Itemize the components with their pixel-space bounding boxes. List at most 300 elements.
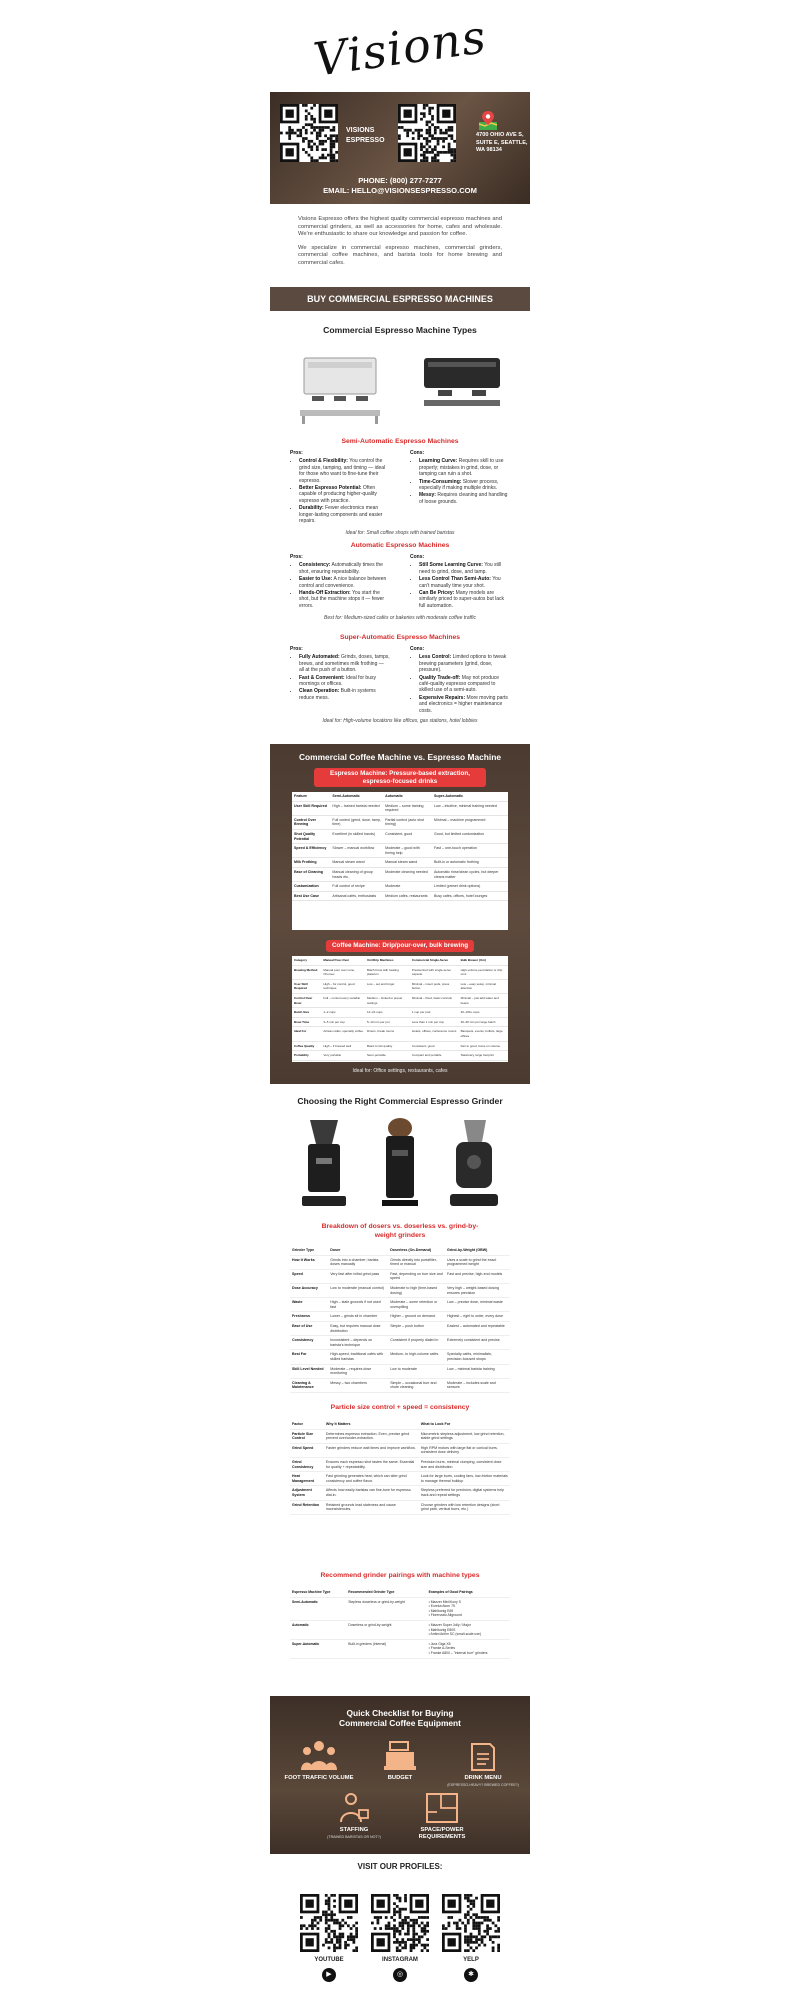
table-cell: 12–24 cups — [365, 1008, 410, 1018]
list-item — [299, 576, 390, 589]
table-cell: Low – intuitive, minimal training needed — [432, 801, 508, 815]
table-cell: Batch Size — [292, 1008, 321, 1018]
list-item — [299, 654, 390, 673]
super-auto-title: Super-Automatic Espresso Machines — [339, 634, 461, 641]
table-cell: Very portable — [321, 1051, 365, 1061]
table-cell: Stepless preferred for precision; digital systems help track and repeat settings — [419, 1486, 510, 1500]
table-cell: Inconsistent – depends on barista's technique — [328, 1336, 388, 1350]
checklist-title — [270, 1708, 530, 1728]
table-row — [290, 1255, 510, 1269]
table-cell: Ease of Cleaning — [292, 867, 330, 881]
table-cell: Grind Retention — [290, 1500, 324, 1514]
list-item-heading: Can Be Pricey: — [419, 590, 455, 597]
table-cell: Excellent (in skilled hands) — [330, 829, 383, 843]
table-cell: Shot Quality Potential — [292, 829, 330, 843]
checklist-budget — [366, 1740, 434, 1782]
table-cell: Moderate – some retention or overspilling — [388, 1298, 445, 1312]
list-item-heading: Messy: — [419, 492, 436, 499]
list-item-text: Grinds, doses, tamps, brews, and sometimes milk frothing — all at the push of a button. — [299, 654, 390, 674]
table-cell: Look for large burrs, cooling fans, low-friction materials to manage thermal buildup — [419, 1472, 510, 1486]
grinder-image-1 — [296, 1118, 352, 1210]
table-cell: Uses a scale to grind the exact programmed weight — [445, 1255, 510, 1269]
checklist-section — [270, 1696, 530, 1854]
list-item-text: Requires cleaning and handling of loose grounds. — [419, 492, 508, 505]
table-row — [292, 829, 508, 843]
list-item — [419, 562, 510, 575]
pros-cons-list — [290, 562, 390, 609]
table-row — [290, 1597, 510, 1620]
auto-pros — [290, 554, 390, 610]
map-pin-icon — [477, 110, 499, 132]
list-item — [299, 505, 390, 524]
list-item — [299, 675, 390, 688]
table-row — [290, 1283, 510, 1297]
table-cell: Basic to fair quality — [365, 1041, 410, 1051]
hero-phone[interactable]: PHONE: (800) 277-7277 — [358, 176, 442, 185]
table-header-row — [292, 956, 508, 965]
list-item — [299, 458, 390, 484]
table-cell: Ideal For — [292, 1027, 321, 1041]
table-cell: Fast grinding generates heat, which can alter grind consistency and coffee flavor. — [324, 1472, 419, 1486]
table-row — [292, 891, 508, 901]
table-cell: Easiest – automated and repeatable — [445, 1321, 510, 1335]
list-item-heading: Easier to Use: — [299, 576, 333, 583]
list-item — [419, 576, 510, 589]
list-item-heading: Less Control: — [419, 654, 452, 661]
table-cell: 30–60 min per large batch — [459, 1017, 508, 1027]
buy-machines-banner[interactable]: BUY COMMERCIAL ESPRESSO MACHINES — [270, 287, 530, 311]
table-cell: Semi-Automatic — [290, 1597, 346, 1620]
table-cell: High – for control, good technique — [321, 979, 365, 993]
comparison-section — [270, 744, 530, 1084]
table-cell: Low to moderate (manual control) — [328, 1283, 388, 1297]
table-cell: Moderate — [383, 882, 432, 892]
qr-code[interactable] — [442, 1894, 500, 1952]
espresso-pill: Espresso Machine: Pressure-based extraction, espresso-focused drinks — [314, 768, 486, 787]
table-cell: Consistent, good — [383, 829, 432, 843]
table-row — [290, 1639, 510, 1658]
table-header: Espresso Machine Type — [290, 1588, 346, 1597]
super-auto-pros-cons — [290, 646, 510, 716]
table-cell: Speed & Efficiency — [292, 844, 330, 858]
table-row — [292, 993, 508, 1007]
list-item-text: Automatically times the shot, ensuring repeatability. — [299, 562, 383, 575]
table-cell: Consistency — [290, 1336, 328, 1350]
list-item-text: Slower process, especially if making multiple drinks. — [419, 478, 499, 492]
table-header: Feature — [292, 792, 330, 801]
table-cell: 1–2 cups — [321, 1008, 365, 1018]
hero-address: 4700 OHIO AVE S, SUITE E, SEATTLE, WA 98134 — [476, 132, 528, 153]
table-row — [290, 1364, 510, 1378]
table-cell: Fast, depending on burr size and speed — [388, 1269, 445, 1283]
super-pros — [290, 646, 390, 702]
checklist-staffing — [314, 1792, 394, 1841]
table-cell: Portability — [292, 1051, 321, 1061]
profile-yelp[interactable] — [442, 1894, 500, 1982]
list-item — [419, 479, 510, 492]
list-item — [419, 458, 510, 477]
table-row — [292, 858, 508, 868]
table-cell: Moderate – requires dose monitoring — [328, 1364, 388, 1378]
table-cell: Semi-portable — [365, 1051, 410, 1061]
table-cell: High – trained barista needed — [330, 801, 383, 815]
pros-cons-list — [410, 654, 510, 714]
people-icon — [301, 1740, 337, 1772]
table-row — [292, 867, 508, 881]
semi-ideal: Ideal for: Small coffee shops with trained baristas — [345, 530, 455, 536]
hero-email[interactable]: EMAIL: HELLO@VISIONSESPRESSO.COM — [323, 186, 477, 195]
grinder-title: Choosing the Right Commercial Espresso Grinder — [297, 1096, 503, 1106]
table-row — [290, 1486, 510, 1500]
instagram-icon[interactable]: ◎ — [393, 1968, 407, 1982]
semi-pros — [290, 450, 390, 525]
list-item — [419, 590, 510, 609]
list-item — [419, 492, 510, 505]
table-cell: Brew Time — [292, 1017, 321, 1027]
table-cell: Particle Size Control — [290, 1429, 324, 1443]
table-cell: Diners, break rooms — [365, 1027, 410, 1041]
list-item-text: You control the grind size, tamping, and timing — ideal for those who want to fine-tune their espresso. — [299, 458, 386, 484]
table-header: Why It Matters — [324, 1420, 419, 1429]
table-cell: Very high – weight-based dosing ensures precision — [445, 1283, 510, 1297]
table-header-row — [290, 1246, 510, 1255]
semi-auto-pros-cons — [290, 450, 510, 525]
table-cell: Medium- to high-volume cafés — [388, 1350, 445, 1364]
list-item-text: Requires skill to use properly; mistakes in grind, dose, or tamping can ruin a shot. — [419, 458, 504, 478]
table-cell: Compact and portable — [410, 1051, 459, 1061]
table-cell: Simple – occasional burr and chute cleaning — [388, 1378, 445, 1392]
profile-label: YELP — [463, 1957, 479, 1963]
table-cell: User Skill Required — [292, 801, 330, 815]
pros-label: Pros: — [290, 450, 303, 456]
table-cell: Medium – limited to preset settings — [365, 993, 410, 1007]
list-item-text: More moving parts and electronics = higher maintenance costs. — [419, 694, 508, 714]
profile-youtube[interactable] — [300, 1894, 358, 1982]
checklist-label: SPACE/POWER REQUIREMENTS — [418, 1827, 466, 1840]
table-row — [292, 979, 508, 993]
list-item-text: You still need to grind, dose, and tamp. — [419, 562, 502, 575]
table-cell: Low – easy setup, minimal attention — [459, 979, 508, 993]
qr-code[interactable] — [300, 1894, 358, 1952]
table-cell: Customization — [292, 882, 330, 892]
table-cell: Medium – some training required — [383, 801, 432, 815]
table-row — [290, 1378, 510, 1392]
table-header: Doser — [328, 1246, 388, 1255]
hero-brand — [346, 126, 385, 146]
pros-label: Pros: — [290, 554, 303, 560]
table-cell: Milk Frothing — [292, 858, 330, 868]
table-cell: High – stale grounds if not used fast — [328, 1298, 388, 1312]
list-item-heading: Still Some Learning Curve: — [419, 562, 483, 569]
table-cell: Best Use Case — [292, 891, 330, 901]
table-cell: Good, but limited customization — [432, 829, 508, 843]
table-cell: Grind Speed — [290, 1443, 324, 1457]
intro-paragraph-1: Visions Espresso offers the highest quality commercial espresso machines and commercial grinders, as well as accessories for home, cafes and wholesale. We're enthusiastic to share our knowledge and passion for coffee. — [298, 216, 502, 238]
table-cell: Best For — [290, 1350, 328, 1364]
table-cell: Grinds directly into portafilter, timed or manual — [388, 1255, 445, 1269]
list-item-text: Ideal for busy mornings or offices. — [299, 674, 376, 688]
table-cell: 1 cup per pod — [410, 1008, 459, 1018]
cons-label: Cons: — [410, 450, 425, 456]
checklist-label: FOOT TRAFFIC VOLUME — [284, 1775, 354, 1781]
particle-title: Particle size control + speed = consistency — [330, 1404, 470, 1411]
list-item-text: Limited options to tweak brewing parameters (grind, dose, pressure). — [419, 654, 507, 674]
table-cell: Minimal – just add water and beans — [459, 993, 508, 1007]
table-cell: Built-in or automatic frothing — [432, 858, 508, 868]
table-header: Bulk Brewer (Urn) — [459, 956, 508, 965]
list-item-text: Fewer electronics mean longer-lasting components and easier repairs. — [299, 505, 383, 525]
table-row — [292, 1051, 508, 1061]
table-cell: Doserless or grind-by-weight — [346, 1620, 426, 1639]
table-cell: Pressurized with single-serve capsule — [410, 965, 459, 979]
list-item-heading: Durability: — [299, 505, 324, 512]
table-cell: Artisanal cafés, enthusiasts — [330, 891, 383, 901]
table-row — [290, 1321, 510, 1335]
table-cell: Low – precise dose, minimal waste — [445, 1298, 510, 1312]
table-cell: Minimal – fixed, basic controls — [410, 993, 459, 1007]
table-header: Factor — [290, 1420, 324, 1429]
youtube-icon[interactable]: ▶ — [322, 1968, 336, 1982]
grinder-image-3 — [446, 1118, 502, 1210]
list-item-heading: Better Espresso Potential: — [299, 485, 362, 492]
table-cell: • Mazzer Super Jolly / Major • Mahlkonig E80S • Anfim/Anfim SC (small-scale use) — [427, 1620, 510, 1639]
table-row — [292, 1017, 508, 1027]
table-cell: Coffee Quality — [292, 1041, 321, 1051]
table-cell: Easy, but requires manual dose distribution — [328, 1321, 388, 1335]
checklist-title-line-2: Commercial Coffee Equipment — [339, 1718, 461, 1728]
list-item-heading: Clean Operation: — [299, 688, 340, 695]
table-header: What to Look For — [419, 1420, 510, 1429]
table-cell: Highest – right to order, every dose — [445, 1312, 510, 1322]
table-cell: Low – minimal barista training — [445, 1364, 510, 1378]
table-cell: Fair to good, focus on volume — [459, 1041, 508, 1051]
list-item-text: Built-in systems reduce mess. — [299, 688, 376, 701]
list-item — [299, 688, 390, 701]
table-cell: 40–100+ cups — [459, 1008, 508, 1018]
cons-label: Cons: — [410, 554, 425, 560]
qr-code[interactable] — [371, 1894, 429, 1952]
table-header: Semi-Automatic — [330, 792, 383, 801]
table-header: Grind-by-Weight (GBW) — [445, 1246, 510, 1255]
checklist-label: BUDGET — [387, 1775, 413, 1781]
table-cell: Moderate to high (time-based dosing) — [388, 1283, 445, 1297]
list-item-text: You can't manually time your shot. — [419, 576, 501, 589]
table-cell: Messy – two chambers — [328, 1378, 388, 1392]
semi-auto-title: Semi-Automatic Espresso Machines — [341, 438, 459, 445]
list-item — [299, 562, 390, 575]
table-cell: Medium cafés, restaurants — [383, 891, 432, 901]
table-cell: Artisan cafés, specialty coffee — [321, 1027, 365, 1041]
table-header: Doserless (On-Demand) — [388, 1246, 445, 1255]
table-row — [292, 1027, 508, 1041]
table-header: Super-Automatic — [432, 792, 508, 801]
table-cell: How It Works — [290, 1255, 328, 1269]
table-row — [290, 1472, 510, 1486]
checklist-sub: (ESPRESSO-HEAVY? BREWED COFFEE?) — [447, 1783, 519, 1787]
semi-cons — [410, 450, 510, 506]
cash-register-icon — [384, 1740, 416, 1772]
menu-icon — [468, 1740, 498, 1772]
table-cell: User Skill Required — [292, 979, 321, 993]
table-cell: Built-in grinders (internal) — [346, 1639, 426, 1658]
table-cell: Precision burrs, minimal clumping, consistent dose size and distribution — [419, 1457, 510, 1471]
pros-cons-list — [410, 458, 510, 505]
table-row — [290, 1620, 510, 1639]
table-cell: Hotels, offices, conference rooms — [410, 1027, 459, 1041]
table-cell: Automatic rinse/clean cycles, but deeper cleans matter — [432, 867, 508, 881]
yelp-icon[interactable]: ✱ — [464, 1968, 478, 1982]
semi-auto-machine-image — [298, 352, 382, 424]
table-row — [292, 844, 508, 858]
table-cell: Stepless doserless or grind-by-weight — [346, 1597, 426, 1620]
table-row — [292, 882, 508, 892]
table-cell: Manual cleaning of group heads etc. — [330, 867, 383, 881]
checklist-drink-menu — [440, 1740, 526, 1789]
list-item-text: Many models are similarly priced to super-autos but lack full automation. — [419, 590, 505, 609]
espresso-comparison-table — [292, 792, 508, 930]
table-cell: • Jura Giga X8 • Franke A-Series • Franke A800 – "internal burr" grinders — [427, 1639, 510, 1658]
table-cell: Manual pour over cone, Chemex — [321, 965, 365, 979]
table-cell: Super-Automatic — [290, 1639, 346, 1658]
table-cell: Lower – grinds sit in chamber — [328, 1312, 388, 1322]
table-cell: Very fast after initial grind pass — [328, 1269, 388, 1283]
profile-instagram[interactable] — [371, 1894, 429, 1982]
table-cell: Partial control (auto shot timing) — [383, 815, 432, 829]
coffee-pill: Coffee Machine: Drip/pour-over, bulk brewing — [326, 940, 474, 952]
auto-machine-image — [420, 354, 504, 410]
pros-cons-list — [290, 654, 390, 701]
table-cell: 3–5 min per cup — [321, 1017, 365, 1027]
list-item-text: You start the shot, but the machine stops it — fewer errors. — [299, 590, 385, 609]
table-row — [290, 1336, 510, 1350]
list-item — [419, 675, 510, 694]
table-header-row — [290, 1420, 510, 1429]
table-cell: Minimal – insert pods, press button — [410, 979, 459, 993]
list-item — [419, 695, 510, 714]
intro-text — [298, 216, 502, 268]
visions-logo: Visions — [310, 9, 490, 87]
auto-pros-cons — [290, 554, 510, 614]
table-cell: Micrometric stepless adjustment, low grind retention, stable grind settings — [419, 1429, 510, 1443]
table-cell: Busy cafés, offices, hotel lounges — [432, 891, 508, 901]
table-cell: Faster grinders reduce wait times and improve workflow. — [324, 1443, 419, 1457]
table-cell: Higher – ground on demand — [388, 1312, 445, 1322]
pairing-table — [290, 1588, 510, 1659]
profile-label: YOUTUBE — [314, 1957, 344, 1963]
checklist-title-line-1: Quick Checklist for Buying — [346, 1708, 454, 1718]
list-item-heading: Time-Consuming: — [419, 478, 462, 485]
table-header: Manual Pour-Over — [321, 956, 365, 965]
super-ideal: Ideal for: High-volume locations like offices, gas stations, hotel lobbies — [322, 718, 478, 724]
brand-line-2: ESPRESSO — [346, 137, 385, 144]
table-cell: Affects how easily baristas can fine-tune for espresso dial-in. — [324, 1486, 419, 1500]
table-cell: Brewing Method — [292, 965, 321, 979]
list-item-text: May not produce café-quality espresso compared to skilled use of a semi-auto. — [419, 674, 500, 694]
table-cell: Banquets, events, buffets, large offices — [459, 1027, 508, 1041]
table-cell: Heat Management — [290, 1472, 324, 1486]
table-cell: Dose Accuracy — [290, 1283, 328, 1297]
profile-label: INSTAGRAM — [382, 1957, 418, 1963]
table-cell: • Mazzer Mini/Kony S • Eureka Atom 75 • Mahlkonig E65 • Fiorenzato Allground — [427, 1597, 510, 1620]
table-row — [292, 801, 508, 815]
table-cell: Control Over Brewing — [292, 815, 330, 829]
table-row — [292, 1041, 508, 1051]
table-cell: High-volume percolation or drip urns — [459, 965, 508, 979]
table-row — [290, 1269, 510, 1283]
table-cell: Minimal – machine programmed — [432, 815, 508, 829]
list-item-heading: Expensive Repairs: — [419, 694, 466, 701]
coffee-ideal: Ideal for: Office settings, restaurants, cafes — [352, 1068, 448, 1074]
table-cell: Moderate – includes scale and sensors — [445, 1378, 510, 1392]
list-item-text: Often capable of producing higher-quality espresso with practice. — [299, 485, 377, 504]
table-row — [290, 1350, 510, 1364]
table-cell: Specialty cafés, minimalists, precision-focused shops — [445, 1350, 510, 1364]
pros-label: Pros: — [290, 646, 303, 652]
table-header: Category — [292, 956, 321, 965]
cons-label: Cons: — [410, 646, 425, 652]
table-cell: Full control (grind, dose, tamp, time) — [330, 815, 383, 829]
pairing-title: Recommend grinder pairings with machine types — [320, 1572, 480, 1579]
table-cell: Slower – manual workflow — [330, 844, 383, 858]
table-cell: Waste — [290, 1298, 328, 1312]
list-item — [299, 485, 390, 504]
table-cell: Determines espresso extraction. Even, precise grind prevent over/under-extraction. — [324, 1429, 419, 1443]
table-cell: Limited (preset drink options) — [432, 882, 508, 892]
table-cell: Manual steam wand — [330, 858, 383, 868]
list-item-text: A nice balance between control and convenience. — [299, 576, 387, 589]
table-header: Commercial Single-Serve — [410, 956, 459, 965]
visit-title: VISIT OUR PROFILES: — [357, 1862, 443, 1871]
hero-card — [270, 92, 530, 204]
table-cell: Retained grounds lead staleness and cause inconsistencies. — [324, 1500, 419, 1514]
table-cell: Simple – push button — [388, 1321, 445, 1335]
checklist-space-power — [404, 1792, 480, 1841]
grinder-image-2 — [374, 1116, 426, 1210]
list-item-heading: Control & Flexibility: — [299, 458, 348, 465]
table-row — [292, 1008, 508, 1018]
coffee-comparison-table — [292, 956, 508, 1062]
table-cell: High-speed, traditional cafés with skilled baristas — [328, 1350, 388, 1364]
table-cell: Grinds into a chamber; barista doses manually — [328, 1255, 388, 1269]
table-row — [290, 1429, 510, 1443]
table-header-row — [290, 1588, 510, 1597]
breakdown-table — [290, 1246, 510, 1393]
brand-line-1: VISIONS — [346, 127, 375, 134]
super-cons — [410, 646, 510, 715]
table-cell: Stationary, large footprint — [459, 1051, 508, 1061]
floor-plan-icon — [425, 1792, 459, 1824]
auto-title: Automatic Espresso Machines — [350, 542, 450, 549]
barista-icon — [337, 1792, 371, 1824]
comparison-title: Commercial Coffee Machine vs. Espresso Machine — [298, 752, 501, 762]
intro-paragraph-2: We specialize in commercial espresso machines, commercial grinders, commercial coffee machines, and barista tools for home brewing and commercial cafes. — [298, 244, 502, 266]
checklist-label: DRINK MENU — [464, 1775, 502, 1781]
table-cell: Consistent, good — [410, 1041, 459, 1051]
table-header: Urn/Drip Machines — [365, 956, 410, 965]
table-cell: Consistent if properly dialed in — [388, 1336, 445, 1350]
table-row — [290, 1500, 510, 1514]
hero-contact — [270, 176, 530, 196]
table-row — [292, 815, 508, 829]
table-header-row — [292, 792, 508, 801]
table-cell: Fast – one-touch operation — [432, 844, 508, 858]
table-header: Automatic — [383, 792, 432, 801]
table-header: Recommended Grinder Type — [346, 1588, 426, 1597]
table-cell: Low – set and forget — [365, 979, 410, 993]
table-cell: Moderate cleaning needed — [383, 867, 432, 881]
checklist-sub: (TRAINED BARISTAS OR NOT?) — [327, 1835, 381, 1839]
qr-code — [398, 104, 456, 162]
